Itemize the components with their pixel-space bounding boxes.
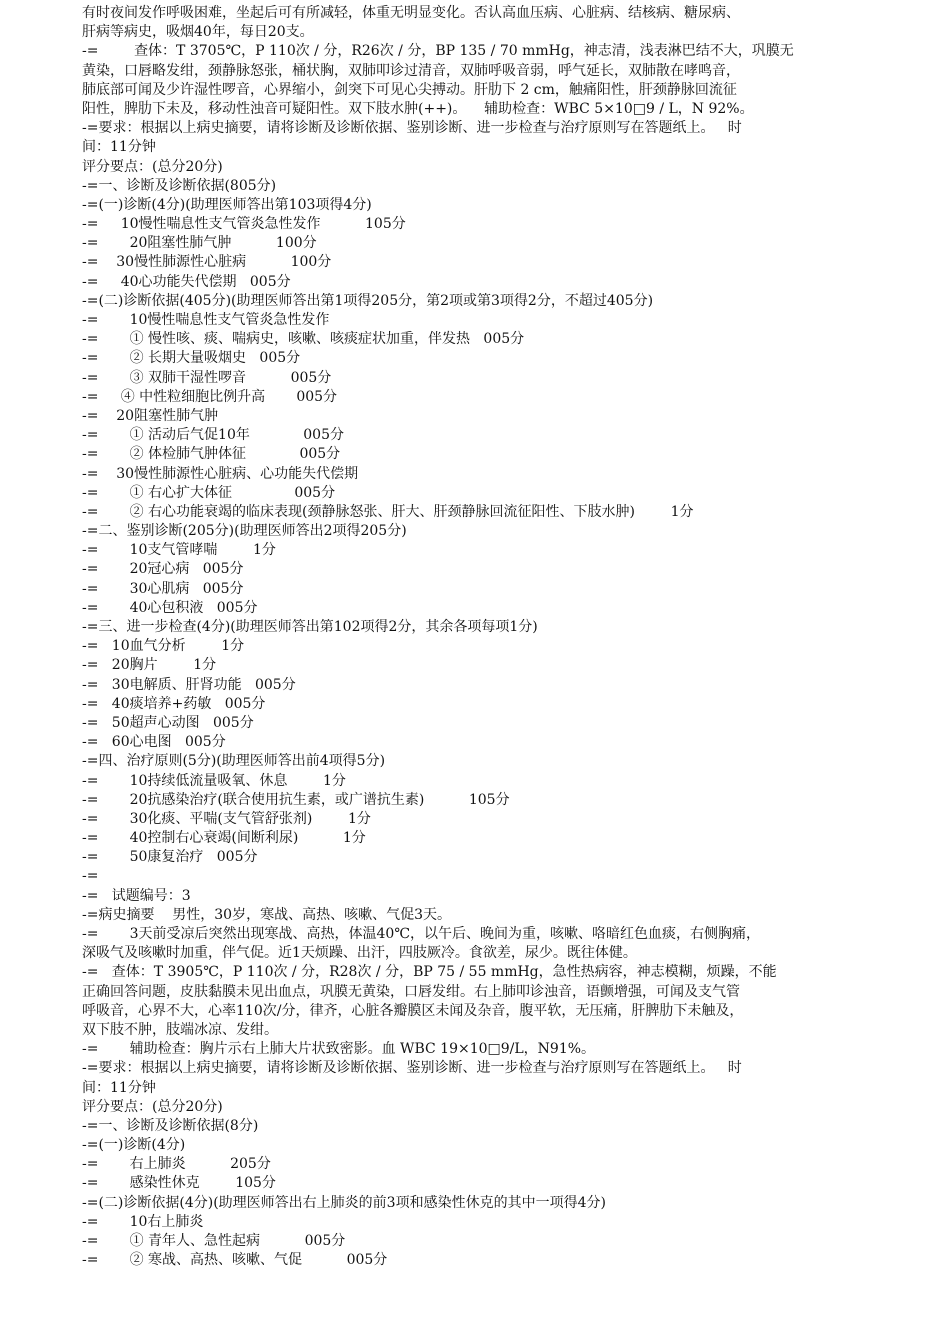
text-line: -= 10右上肺炎: [82, 1213, 204, 1230]
text-line: -= 20抗感染治疗(联合使用抗生素，或广谱抗生素) 105分: [82, 791, 510, 808]
text-line: -=一、诊断及诊断依据(8分): [82, 1117, 259, 1134]
text-line: -= ① 慢性咳、痰、喘病史，咳嗽、咳痰症状加重，伴发热 005分: [82, 331, 525, 348]
text-line: -= 10持续低流量吸氧、休息 1分: [82, 772, 346, 789]
text-line: 阳性，脾肋下未及，移动性浊音可疑阳性。双下肢水肿(++)。 辅助检查：WBC 5×10□9 / L，N 92%。: [82, 100, 754, 117]
text-line: 评分要点：(总分20分): [82, 1098, 223, 1115]
text-line: 黄染，口唇略发绀，颈静脉怒张，桶状胸，双肺叩诊过清音，双肺呼吸音弱，呼气延长，双肺散在哮鸣音，: [82, 62, 740, 79]
text-line: -= 试题编号：3: [82, 887, 191, 904]
text-line: -= 30心肌病 005分: [82, 580, 244, 597]
text-line: -=(一)诊断(4分)(助理医师答出第103项得4分): [82, 196, 372, 213]
text-line: -= 60心电图 005分: [82, 734, 226, 751]
text-line: 深吸气及咳嗽时加重，伴气促。近1天烦躁、出汗，四肢厥冷。食欲差，尿少。既往体健。: [82, 945, 637, 962]
text-line: -= 20阻塞性肺气肿 100分: [82, 235, 317, 252]
text-line: -= ① 青年人、急性起病 005分: [82, 1233, 346, 1249]
text-line: -= 20冠心病 005分: [82, 561, 244, 578]
text-line: -= 50超声心动图 005分: [82, 714, 254, 731]
text-line: -=二、鉴别诊断(205分)(助理医师答出2项得205分): [82, 523, 407, 540]
text-line: -= ② 寒战、高热、咳嗽、气促 005分: [82, 1252, 388, 1269]
text-line: -=病史摘要 男性，30岁，寒战、高热、咳嗽、气促3天。: [82, 906, 451, 923]
text-line: -= 40控制右心衰竭(间断利尿) 1分: [82, 830, 366, 847]
text-line: -=四、治疗原则(5分)(助理医师答出前4项得5分): [82, 753, 386, 770]
text-line: -= 3天前受凉后突然出现寒战、高热，体温40℃，以午后、晚间为重，咳嗽、咯暗红色血痰，右侧胸痛，: [82, 926, 760, 942]
text-line: -= 辅助检查：胸片示右上肺大片状致密影。血 WBC 19×10□9/L，N91%。: [82, 1041, 596, 1058]
text-line: -= 感染性休克 105分: [82, 1175, 276, 1192]
text-line: -= 查体：T 3705℃，P 110次 / 分，R26次 / 分，BP 135 / 70 mmHg，神志清，浅表淋巴结不大，巩膜无: [82, 43, 794, 60]
text-line: -= 40心包积液 005分: [82, 599, 258, 616]
document-page: [82, 4, 882, 1270]
text-line: -=三、进一步检查(4分)(助理医师答出第102项得2分，其余各项每项1分): [82, 619, 538, 635]
text-line: -=要求：根据以上病史摘要，请将诊断及诊断依据、鉴别诊断、进一步检查与治疗原则写在答题纸上。 时: [82, 120, 742, 137]
text-line: -= ④ 中性粒细胞比例升高 005分: [82, 388, 338, 405]
text-line: -= 20胸片 1分: [82, 657, 217, 674]
text-line: -=: [82, 868, 99, 885]
text-line: -= 30慢性肺源性心脏病 100分: [82, 254, 332, 271]
text-line: -= 30电解质、肝肾功能 005分: [82, 676, 296, 693]
text-line: -= 30慢性肺源性心脏病、心功能失代偿期: [82, 465, 359, 482]
text-line: 呼吸音，心界不大，心率110次/分，律齐，心脏各瓣膜区未闻及杂音，腹平软，无压痛，肝脾肋下未触及，: [82, 1002, 744, 1019]
text-line: -= 右上肺炎 205分: [82, 1156, 271, 1173]
text-line: 评分要点：(总分20分): [82, 158, 223, 175]
text-line: 肝病等病史，吸烟40年，每日20支。: [82, 24, 314, 41]
text-line: -= 查体：T 3905℃，P 110次 / 分，R28次 / 分，BP 75 / 55 mmHg，急性热病容，神志模糊，烦躁，不能: [82, 964, 777, 981]
text-line: -= ③ 双肺干湿性啰音 005分: [82, 369, 332, 386]
text-line: -=(一)诊断(4分): [82, 1137, 186, 1154]
text-line: -= 10慢性喘息性支气管炎急性发作 105分: [82, 216, 406, 233]
text-line: -= 20阻塞性肺气肿: [82, 407, 219, 424]
text-line: -= ① 活动后气促10年 005分: [82, 427, 345, 444]
text-line: -= 10支气管哮喘 1分: [82, 542, 276, 559]
text-line: -=(二)诊断依据(405分)(助理医师答出第1项得205分，第2项或第3项得2分，不超过405分): [82, 292, 654, 309]
text-line: 间：11分钟: [82, 1079, 156, 1096]
text-line: -=要求：根据以上病史摘要，请将诊断及诊断依据、鉴别诊断、进一步检查与治疗原则写在答题纸上。 时: [82, 1060, 742, 1077]
text-line: -= 10慢性喘息性支气管炎急性发作: [82, 312, 330, 328]
text-line: -=(二)诊断依据(4分)(助理医师答出右上肺炎的前3项和感染性休克的其中一项得4分): [82, 1194, 606, 1211]
text-line: -= 10血气分析 1分: [82, 638, 245, 655]
text-line: 肺底部可闻及少许湿性啰音，心界缩小，剑突下可见心尖搏动。肝肋下 2 cm，触痛阳性，肝颈静脉回流征: [82, 81, 737, 98]
text-line: -= ② 长期大量吸烟史 005分: [82, 350, 301, 367]
text-line: 正确回答问题，皮肤黏膜未见出血点，巩膜无黄染，口唇发绀。右上肺叩诊浊音，语颤增强，可闻及支气管: [82, 983, 740, 1000]
text-line: 间：11分钟: [82, 139, 156, 156]
text-line: -= ② 右心功能衰竭的临床表现(颈静脉怒张、肝大、肝颈静脉回流征阳性、下肢水肿) 1分: [82, 503, 694, 520]
text-line: -= 30化痰、平喘(支气管舒张剂) 1分: [82, 810, 371, 827]
text-line: 双下肢不肿，肢端冰凉、发绀。: [82, 1021, 278, 1038]
text-line: -= 40痰培养+药敏 005分: [82, 695, 266, 712]
text-line: 有时夜间发作呼吸困难，坐起后可有所减轻，体重无明显变化。否认高血压病、心脏病、结核病、糖尿病、: [82, 5, 740, 21]
text-line: -= ② 体检肺气肿体征 005分: [82, 446, 341, 463]
text-line: -=一、诊断及诊断依据(805分): [82, 177, 277, 194]
text-line: -= 40心功能失代偿期 005分: [82, 273, 291, 290]
text-line: -= 50康复治疗 005分: [82, 849, 258, 866]
text-line: -= ① 右心扩大体征 005分: [82, 484, 336, 501]
